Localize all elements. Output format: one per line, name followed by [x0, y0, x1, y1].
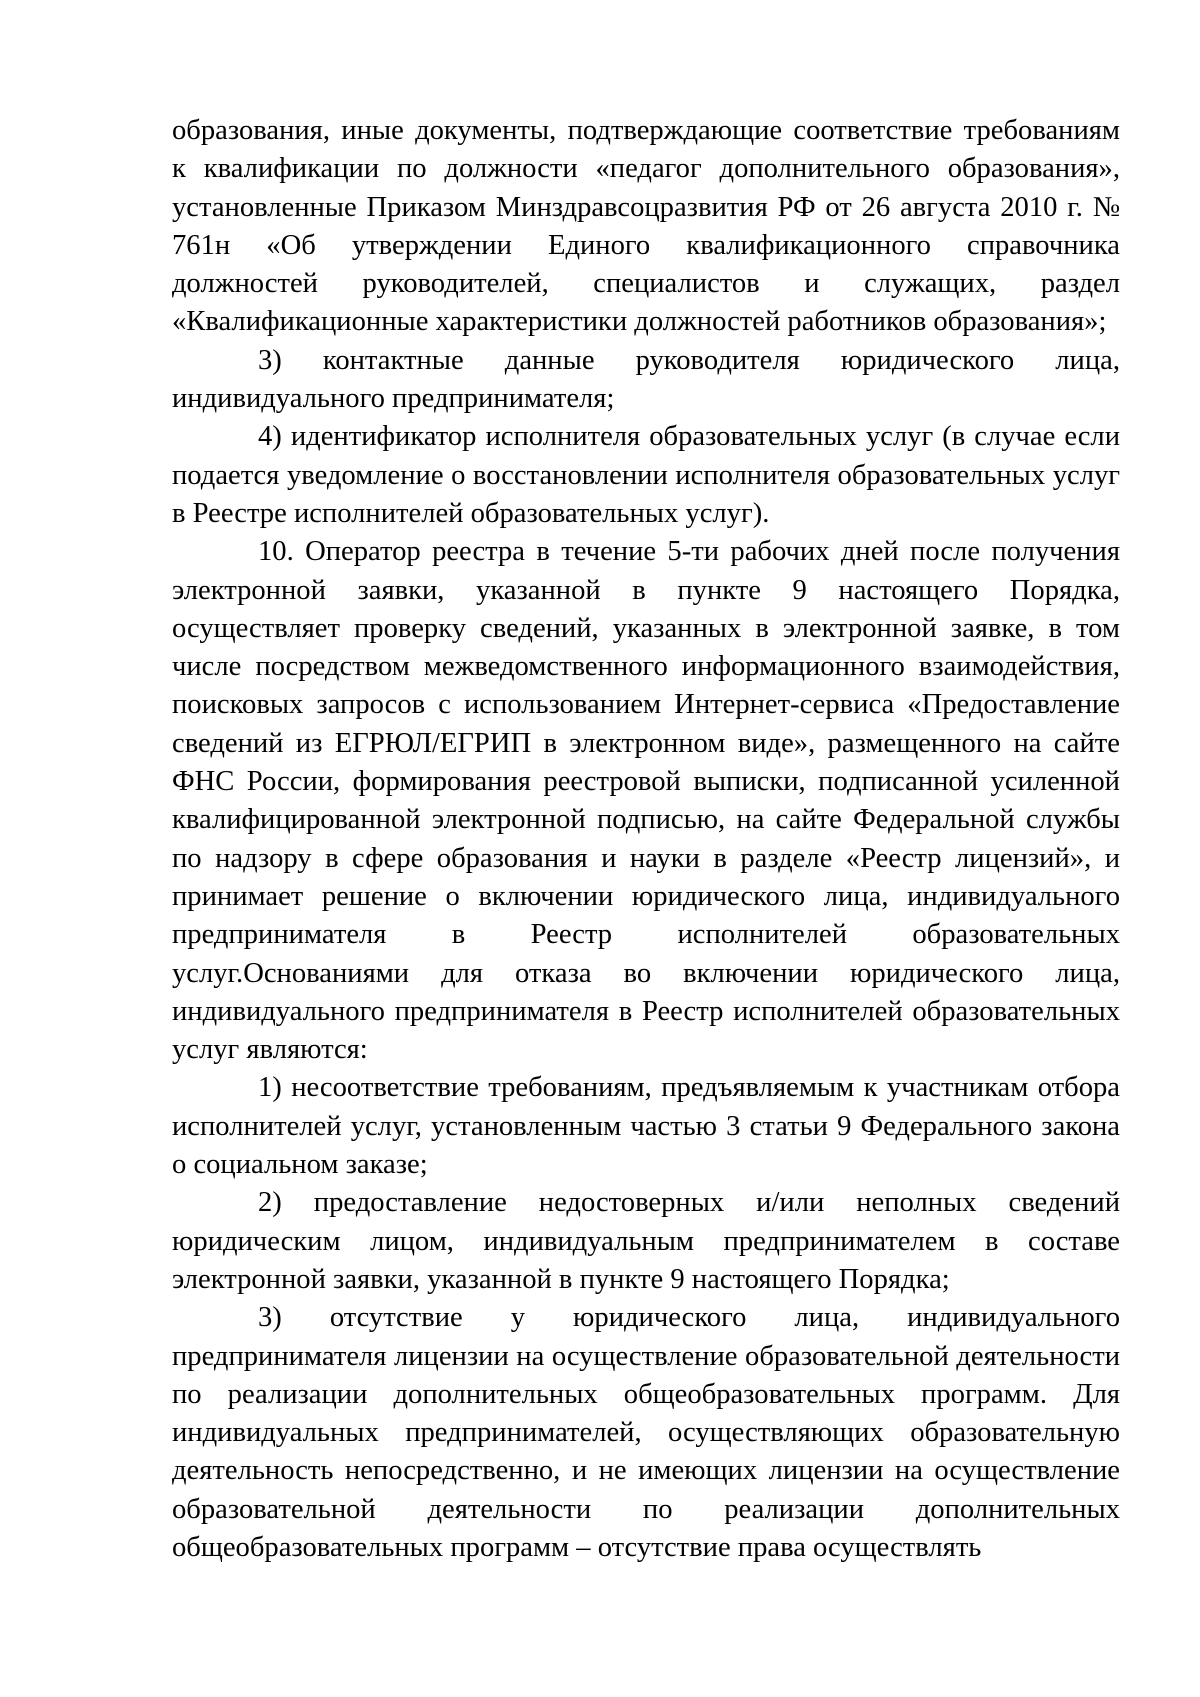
paragraph-refusal-reason-2: 2) предоставление недостоверных и/или неполных сведений юридическим лицом, индивидуальным предпринимателем в составе электронной заявки, указанной в пункте 9 настоящего Порядка; [172, 1187, 1120, 1295]
document-page [172, 112, 1120, 1567]
paragraph-item-4-identifier: 4) идентификатор исполнителя образовательных услуг (в случае если подается уведомление о восстановлении исполнителя образовательных услуг в Реестре исполнителей образовательных услуг). [172, 421, 1120, 529]
paragraph-qualification-documents: образования, иные документы, подтверждающие соответствие требованиям к квалификации по должности «педагог дополнительного образования», установленные Приказом Минздравсоцразвития РФ от 26 августа 2010 г. № 761н «Об утверждении Единого квалификационного справочника должностей руководителей, специалистов и служащих, раздел «Квалификационные характеристики должностей работников образования»; [172, 115, 1120, 338]
paragraph-refusal-reason-1: 1) несоответствие требованиям, предъявляемым к участникам отбора исполнителей услуг, установленным частью 3 статьи 9 Федерального закона о социальном заказе; [172, 1072, 1120, 1181]
paragraph-section-10-registry-operator: 10. Оператор реестра в течение 5-ти рабочих дней после получения электронной заявки, указанной в пункте 9 настоящего Порядка, осуществляет проверку сведений, указанных в электронной заявке, в том числе посредством межведомственного информационного взаимодействия, поисковых запросов с использованием Интернет-сервиса «Предоставление сведений из ЕГРЮЛ/ЕГРИП в электронном виде», размещенного на сайте ФНС России, формирования реестровой выписки, подписанной усиленной квалифицированной электронной подписью, на сайте Федеральной службы по надзору в сфере образования и науки в разделе «Реестр лицензий», и принимает решение о включении юридического лица, индивидуального предпринимателя в Реестр исполнителей образовательных услуг.Основаниями для отказа во включении юридического лица, индивидуального предпринимателя в Реестр исполнителей образовательных услуг являются: [172, 536, 1120, 1066]
paragraph-refusal-reason-3: 3) отсутствие у юридического лица, индивидуального предпринимателя лицензии на осуществление образовательной деятельности по реализации дополнительных общеобразовательных программ. Для индивидуальных предпринимателей, осуществляющих образовательную деятельность непосредственно, и не имеющих лицензии на осуществление образовательной деятельности по реализации дополнительных общеобразовательных программ – отсутствие права осуществлять [172, 1302, 1120, 1563]
paragraph-item-3-contact-data: 3) контактные данные руководителя юридического лица, индивидуального предпринимателя; [172, 344, 1120, 415]
